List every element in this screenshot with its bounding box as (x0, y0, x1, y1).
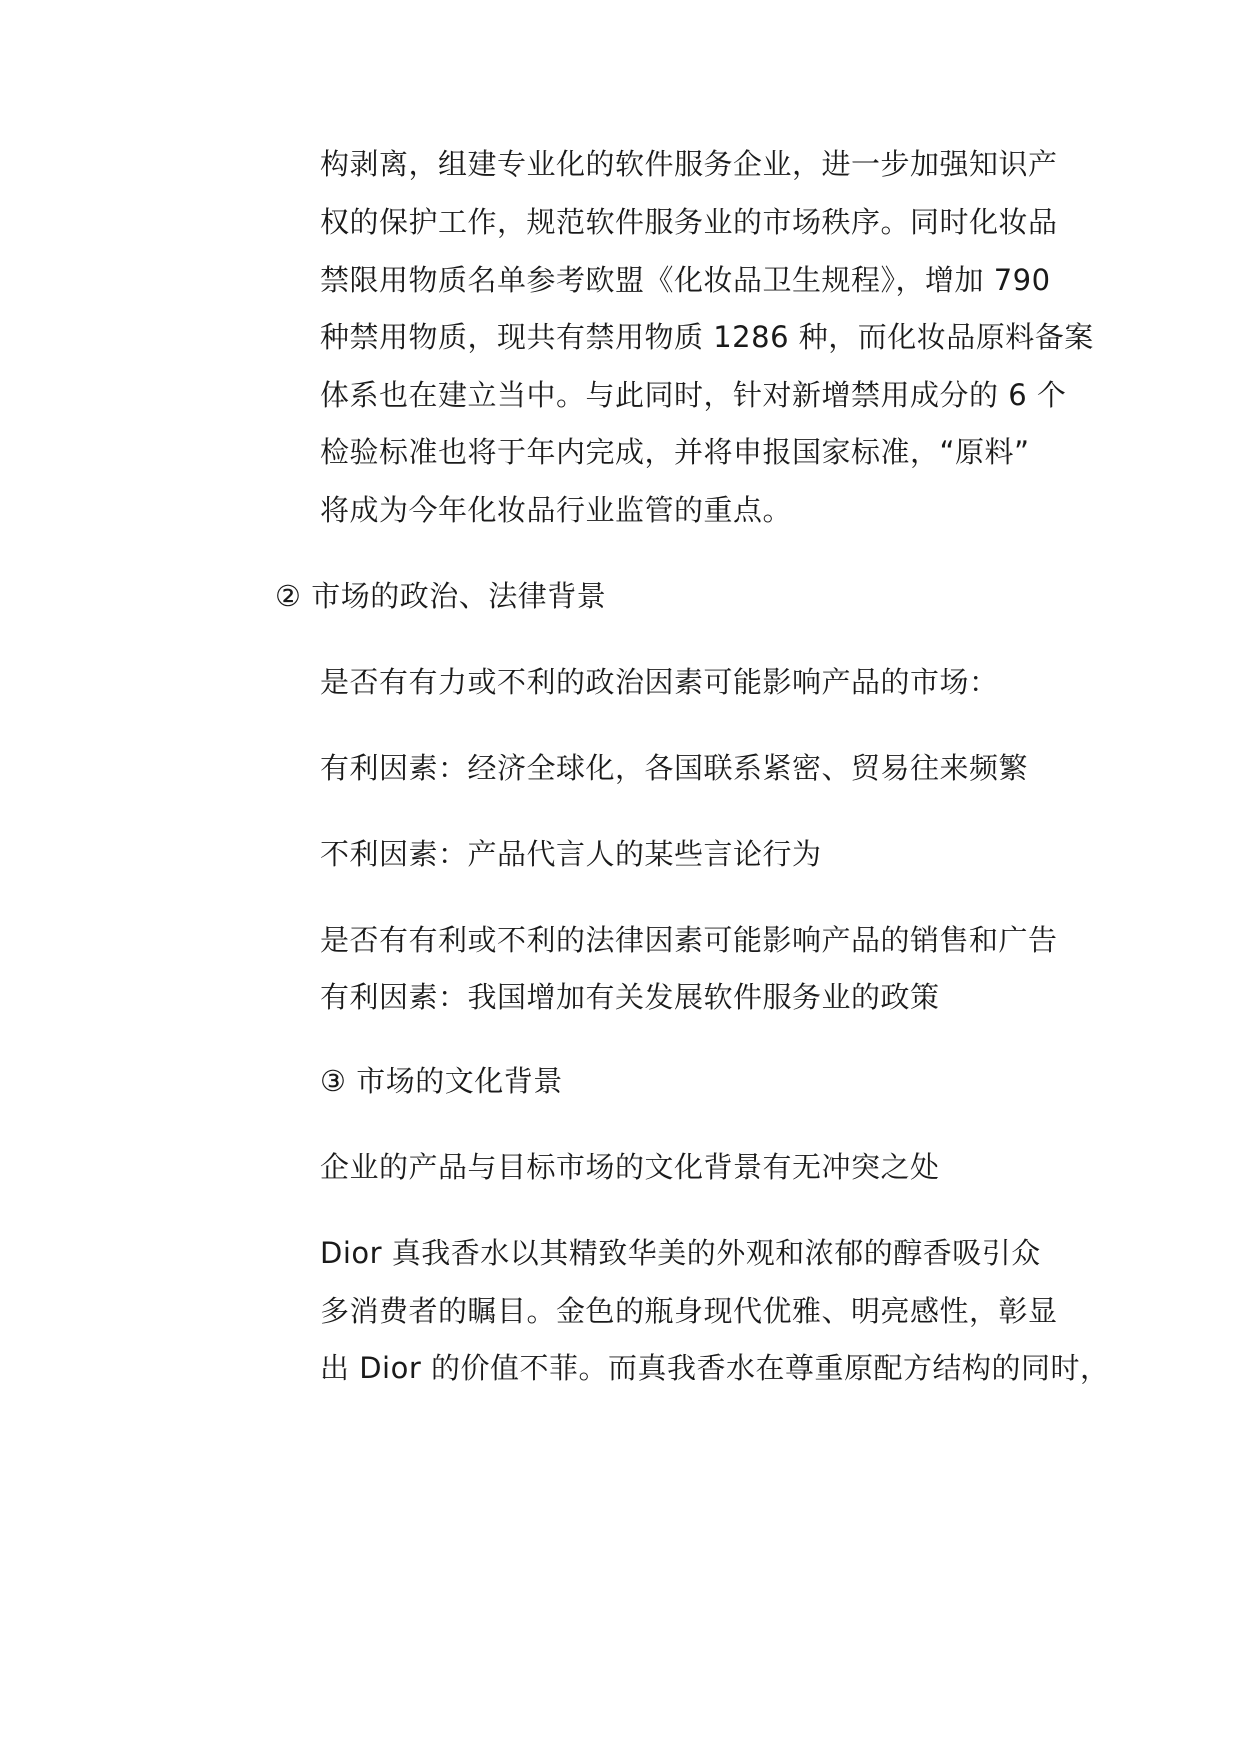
paragraph-line: 多消费者的瞩目。金色的瓶身现代优雅、明亮感性，彰显 (320, 1294, 1058, 1328)
political-question: 是否有有力或不利的政治因素可能影响产品的市场： (320, 665, 999, 699)
political-unfavorable: 不利因素：产品代言人的某些言论行为 (320, 837, 822, 871)
legal-favorable: 有利因素：我国增加有关发展软件服务业的政策 (320, 980, 940, 1014)
paragraph-line: 禁限用物质名单参考欧盟《化妆品卫生规程》，增加 790 (320, 263, 1051, 297)
section-heading-culture: ③ 市场的文化背景 (320, 1064, 563, 1098)
paragraph-line: 将成为今年化妆品行业监管的重点。 (320, 493, 793, 527)
political-favorable: 有利因素：经济全球化，各国联系紧密、贸易往来频繁 (320, 751, 1029, 785)
culture-question: 企业的产品与目标市场的文化背景有无冲突之处 (320, 1150, 940, 1184)
paragraph-line: 出 Dior 的价值不菲。而真我香水在尊重原配方结构的同时， (320, 1351, 1110, 1385)
paragraph-line: 体系也在建立当中。与此同时，针对新增禁用成分的 6 个 (320, 378, 1067, 412)
section-heading-political-legal: ② 市场的政治、法律背景 (275, 579, 607, 613)
paragraph-line: 构剥离，组建专业化的软件服务企业，进一步加强知识产 (320, 147, 1058, 181)
paragraph-line: 种禁用物质，现共有禁用物质 1286 种，而化妆品原料备案 (320, 320, 1094, 354)
paragraph-line: Dior 真我香水以其精致华美的外观和浓郁的醇香吸引众 (320, 1236, 1041, 1270)
legal-question: 是否有有利或不利的法律因素可能影响产品的销售和广告 (320, 923, 1058, 957)
paragraph-line: 检验标准也将于年内完成，并将申报国家标准，“原料” (320, 435, 1030, 469)
paragraph-line: 权的保护工作，规范软件服务业的市场秩序。同时化妆品 (320, 205, 1058, 239)
